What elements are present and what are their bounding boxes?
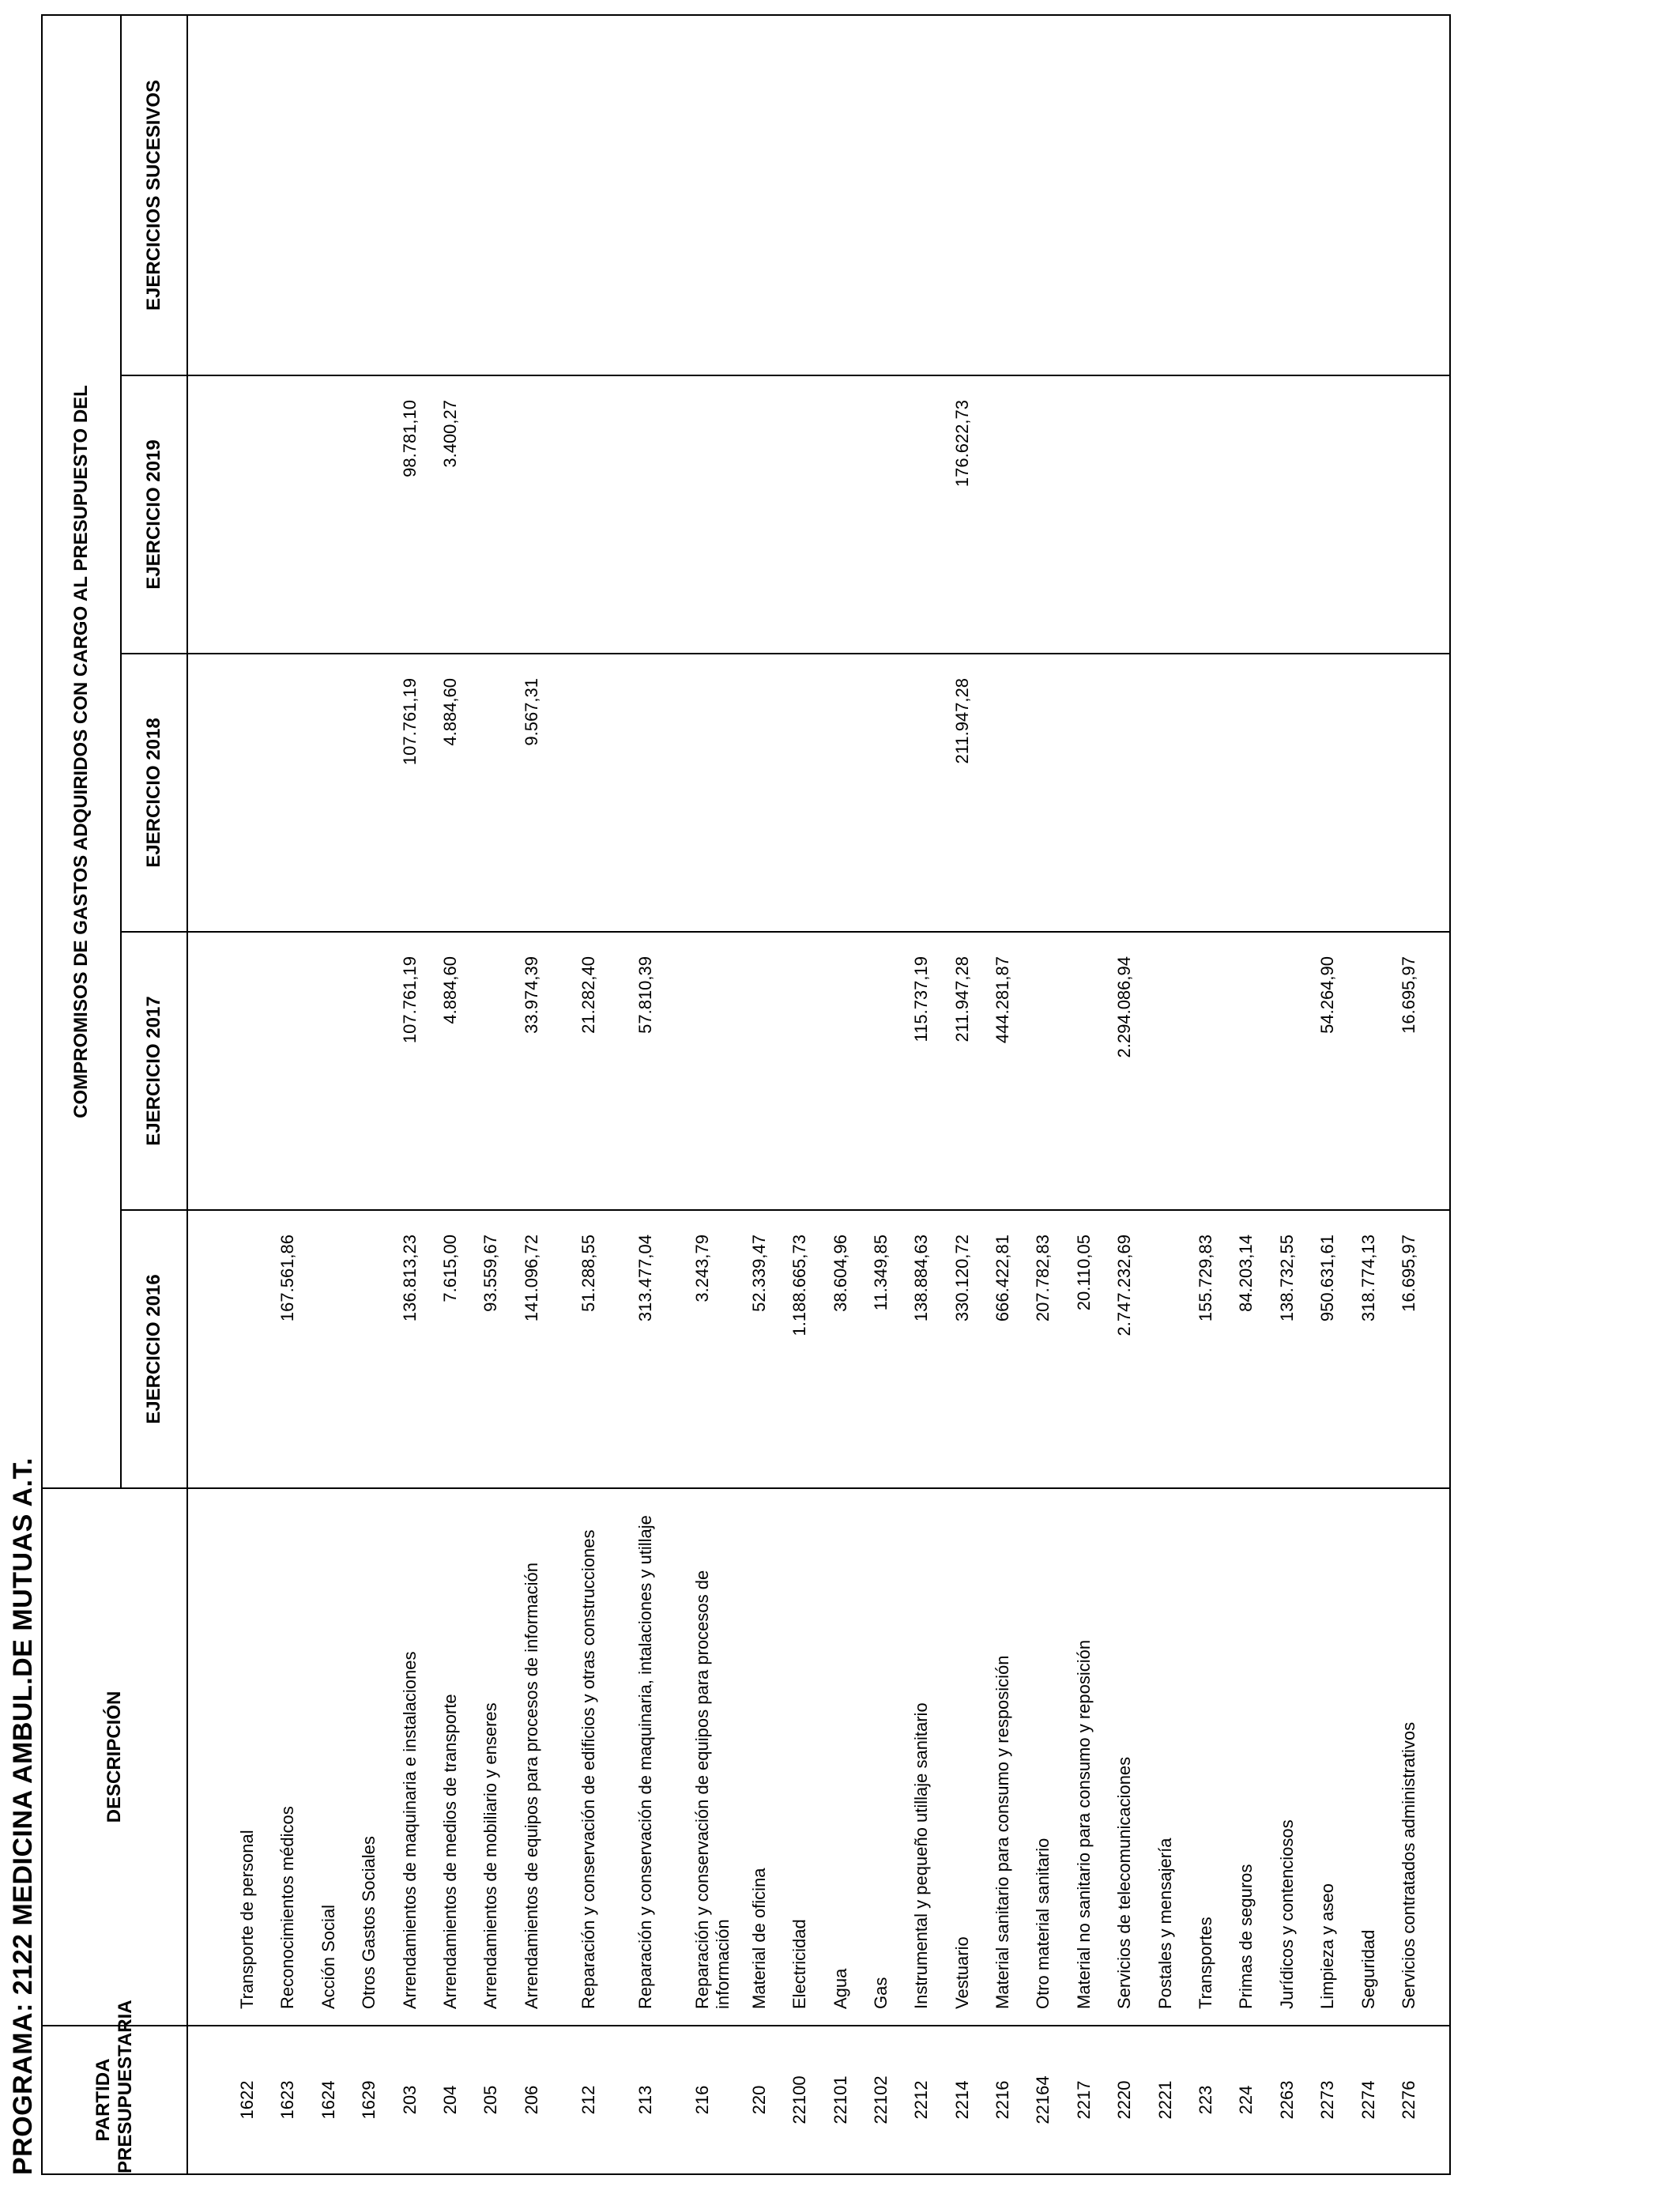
header-partida: PARTIDA PRESUPUESTARIA — [42, 2026, 187, 2174]
amount-2016 — [1144, 1211, 1185, 1487]
partida-code: 2273 — [1317, 2080, 1338, 2120]
amount-2019 — [900, 376, 940, 653]
amount-2016: 666.422,81 — [993, 1235, 1013, 1322]
header-ejercicios-sucesivos: EJERCICIOS SUCESIVOS — [121, 15, 187, 375]
amount-2018 — [1144, 654, 1185, 931]
description-text: Otros Gastos Sociales — [359, 1836, 379, 2009]
description-text: Arrendamientos de mobiliario y enseres — [480, 1702, 501, 2009]
amount-2018 — [681, 654, 738, 931]
description-text: Reparación y conservación de maquinaria, intalaciones y utillaje — [635, 1515, 655, 2009]
amount-2019 — [469, 376, 510, 653]
partida-code: 212 — [578, 2085, 598, 2115]
amount-2019 — [307, 376, 348, 653]
partida-code: 2216 — [993, 2080, 1013, 2120]
page-title: PROGRAMA: 2122 MEDICINA AMBUL.DE MUTUAS A.T. — [8, 1457, 38, 2175]
amount-2018 — [266, 654, 307, 931]
partida-code: 2276 — [1398, 2080, 1418, 2120]
partida-code: 1629 — [359, 2080, 379, 2120]
amount-2016: 11.349,85 — [870, 1235, 891, 1311]
amount-2016: 136.813,23 — [399, 1235, 420, 1322]
description-text: Limpieza y aseo — [1317, 1883, 1338, 2009]
amount-2018: 4.884,60 — [439, 678, 460, 746]
partida-code: 1624 — [318, 2080, 338, 2120]
amount-2019 — [981, 376, 1022, 653]
amount-2017: 21.282,40 — [578, 956, 598, 1034]
amount-2018 — [624, 654, 681, 931]
amount-2019 — [1266, 376, 1306, 653]
amount-2017 — [1144, 933, 1185, 1209]
description-text: Arrendamientos de medios de transporte — [439, 1694, 460, 2009]
description-text: Material sanitario para consumo y resposición — [993, 1655, 1013, 2009]
amount-2017: 33.974,39 — [521, 956, 541, 1034]
amount-2019 — [778, 376, 819, 653]
header-group: COMPROMISOS DE GASTOS ADQUIRIDOS CON CARGO AL PRESUPUESTO DEL — [42, 15, 121, 1488]
amount-2017 — [819, 933, 860, 1209]
amount-2018 — [738, 654, 778, 931]
amount-2019 — [1144, 376, 1185, 653]
partida-code: 205 — [480, 2085, 501, 2115]
amount-2017 — [307, 933, 348, 1209]
amount-2017: 16.695,97 — [1398, 956, 1418, 1034]
description-text: Reparación y conservación de edificios y otras construcciones — [578, 1529, 598, 2009]
partida-code: 213 — [635, 2085, 655, 2115]
partida-code: 2220 — [1114, 2080, 1135, 2120]
amount-2016: 330.120,72 — [951, 1235, 972, 1322]
amount-2019 — [567, 376, 624, 653]
column-2016 — [187, 1210, 1450, 1488]
amount-2018 — [1185, 654, 1225, 931]
partida-code: 2263 — [1276, 2080, 1297, 2120]
description-text: Arrendamientos de equipos para procesos de información — [521, 1563, 541, 2009]
amount-2019 — [1306, 376, 1347, 653]
partida-code: 1622 — [237, 2080, 257, 2120]
amount-2019 — [1022, 376, 1062, 653]
amount-2019 — [624, 376, 681, 653]
partida-code: 2221 — [1155, 2080, 1175, 2120]
amount-2019 — [348, 376, 388, 653]
partida-code: 22101 — [830, 2075, 850, 2124]
amount-2017 — [226, 933, 266, 1209]
amount-2018 — [348, 654, 388, 931]
partida-code: 216 — [691, 2085, 712, 2115]
amount-2016: 38.604,96 — [830, 1235, 850, 1312]
amount-2019: 176.622,73 — [951, 400, 972, 488]
amount-2018: 107.761,19 — [399, 678, 420, 766]
amount-2018 — [900, 654, 940, 931]
amount-2018 — [1306, 654, 1347, 931]
amount-2016: 51.288,55 — [578, 1235, 598, 1312]
description-text: Otro material sanitario — [1033, 1838, 1053, 2009]
amount-2019 — [1347, 376, 1388, 653]
partida-code: 2214 — [951, 2080, 972, 2120]
header-ejercicio-2017: EJERCICIO 2017 — [121, 932, 187, 1210]
amount-2017 — [1063, 933, 1103, 1209]
description-text: Material no sanitario para consumo y reposición — [1073, 1639, 1094, 2009]
amount-2016: 141.096,72 — [521, 1235, 541, 1322]
amount-2016: 313.477,04 — [635, 1235, 655, 1322]
header-descripcion: DESCRIPCIÓN — [42, 1488, 187, 2026]
amount-2017 — [1266, 933, 1306, 1209]
description-text: Electricidad — [789, 1919, 810, 2009]
header-ejercicio-2019: EJERCICIO 2019 — [121, 375, 187, 654]
amount-2016: 138.732,55 — [1276, 1235, 1297, 1322]
amount-2018 — [819, 654, 860, 931]
description-text: Instrumental y pequeño utillaje sanitario — [911, 1702, 932, 2009]
amount-2016 — [307, 1211, 348, 1487]
amount-2018 — [1225, 654, 1265, 931]
amount-2017 — [469, 933, 510, 1209]
partida-code: 203 — [399, 2085, 420, 2115]
partida-code: 204 — [439, 2085, 460, 2115]
amount-2019 — [738, 376, 778, 653]
amount-2018 — [1266, 654, 1306, 931]
amount-2018: 211.947,28 — [951, 678, 972, 764]
amount-2017: 444.281,87 — [993, 956, 1013, 1044]
description-text: Primas de seguros — [1236, 1864, 1256, 2009]
amount-2019 — [860, 376, 900, 653]
amount-2019 — [1185, 376, 1225, 653]
amount-2019 — [681, 376, 738, 653]
amount-2017 — [738, 933, 778, 1209]
header-ejercicio-2016: EJERCICIO 2016 — [121, 1210, 187, 1488]
description-text: Agua — [830, 1968, 850, 2009]
description-text: Servicios de telecomunicaciones — [1114, 1756, 1135, 2009]
header-ejercicio-2018: EJERCICIO 2018 — [121, 654, 187, 932]
partida-code: 22164 — [1033, 2075, 1053, 2124]
amount-2016: 93.559,67 — [480, 1235, 501, 1312]
column-2018 — [187, 654, 1450, 932]
amount-2019 — [819, 376, 860, 653]
amount-2019 — [510, 376, 567, 653]
amount-2016: 167.561,86 — [277, 1235, 298, 1322]
column-2019 — [187, 375, 1450, 654]
amount-2016: 155.729,83 — [1196, 1235, 1216, 1322]
description-text: Vestuario — [951, 1936, 972, 2009]
amount-2018: 9.567,31 — [521, 678, 541, 746]
amount-2016: 3.243,79 — [691, 1235, 712, 1302]
partida-code: 2212 — [911, 2080, 932, 2120]
partida-code: 224 — [1236, 2085, 1256, 2115]
amount-2018 — [1347, 654, 1388, 931]
amount-2017 — [778, 933, 819, 1209]
partida-code: 1623 — [277, 2080, 298, 2120]
amount-2017 — [348, 933, 388, 1209]
amount-2017 — [1347, 933, 1388, 1209]
partida-code: 220 — [748, 2085, 769, 2115]
amount-2018 — [981, 654, 1022, 931]
amount-2017: 57.810,39 — [635, 956, 655, 1034]
amount-2016: 138.884,63 — [911, 1235, 932, 1322]
amount-2018 — [1103, 654, 1143, 931]
amount-2016: 7.615,00 — [439, 1235, 460, 1302]
description-text: Gas — [870, 1977, 891, 2009]
amount-2016: 207.782,83 — [1033, 1235, 1053, 1322]
amount-2019 — [1103, 376, 1143, 653]
amount-2018 — [226, 654, 266, 931]
amount-2018 — [1022, 654, 1062, 931]
amount-2018 — [307, 654, 348, 931]
amount-2017 — [1022, 933, 1062, 1209]
amount-2017 — [1225, 933, 1265, 1209]
description-text: Material de oficina — [748, 1868, 769, 2009]
description-text: Arrendamientos de maquinaria e instalaciones — [399, 1651, 420, 2009]
column-descriptions — [187, 1488, 1450, 2026]
amount-2016 — [348, 1211, 388, 1487]
amount-2017: 211.947,28 — [951, 956, 972, 1042]
amount-2016: 20.110,05 — [1073, 1235, 1094, 1311]
budget-table — [41, 14, 1451, 2175]
amount-2018 — [1388, 654, 1428, 931]
amount-2017: 54.264,90 — [1317, 956, 1338, 1034]
amount-2016: 950.631,61 — [1317, 1235, 1338, 1322]
amount-2019: 98.781,10 — [399, 400, 420, 477]
description-text: Reparación y conservación de equipos para procesos de información — [691, 1570, 733, 2009]
amount-2016 — [226, 1211, 266, 1487]
amount-2017: 2.294.086,94 — [1114, 956, 1135, 1058]
description-text: Postales y mensajería — [1155, 1838, 1175, 2009]
description-text: Transportes — [1196, 1917, 1216, 2009]
column-sucesivos — [187, 15, 1450, 375]
amount-2016: 52.339,47 — [748, 1235, 769, 1312]
amount-2016: 318.774,13 — [1358, 1235, 1378, 1322]
partida-code: 206 — [521, 2085, 541, 2115]
amount-2019 — [266, 376, 307, 653]
partida-code: 2217 — [1073, 2080, 1094, 2120]
amount-2017 — [681, 933, 738, 1209]
amount-2017: 4.884,60 — [439, 956, 460, 1024]
amount-2019 — [1225, 376, 1265, 653]
description-text: Servicios contratados administrativos — [1398, 1721, 1418, 2009]
partida-code: 22100 — [789, 2075, 810, 2124]
amount-2019 — [1063, 376, 1103, 653]
description-text: Seguridad — [1358, 1929, 1378, 2009]
amount-2017 — [266, 933, 307, 1209]
column-2017 — [187, 932, 1450, 1210]
amount-2016: 2.747.232,69 — [1114, 1235, 1135, 1336]
description-text: Transporte de personal — [237, 1830, 257, 2009]
amount-2019 — [226, 376, 266, 653]
partida-code: 223 — [1196, 2085, 1216, 2115]
amount-2017 — [1185, 933, 1225, 1209]
column-codes — [187, 2026, 1450, 2174]
amount-2016: 16.695,97 — [1398, 1235, 1418, 1312]
description-text: Jurídicos y contenciosos — [1276, 1819, 1297, 2009]
amount-2019: 3.400,27 — [439, 400, 460, 468]
description-text: Acción Social — [318, 1904, 338, 2009]
partida-code: 2274 — [1358, 2080, 1378, 2120]
partida-code: 22102 — [870, 2075, 891, 2124]
amount-2017: 115.737,19 — [911, 956, 932, 1042]
amount-2018 — [469, 654, 510, 931]
amount-2018 — [778, 654, 819, 931]
amount-2018 — [1063, 654, 1103, 931]
amount-2018 — [567, 654, 624, 931]
amount-2017: 107.761,19 — [399, 956, 420, 1044]
amount-2017 — [860, 933, 900, 1209]
amount-2016: 84.203,14 — [1236, 1235, 1256, 1312]
amount-2019 — [1388, 376, 1428, 653]
description-text: Reconocimientos médicos — [277, 1806, 298, 2009]
amount-2016: 1.188.665,73 — [789, 1235, 810, 1336]
amount-2018 — [860, 654, 900, 931]
